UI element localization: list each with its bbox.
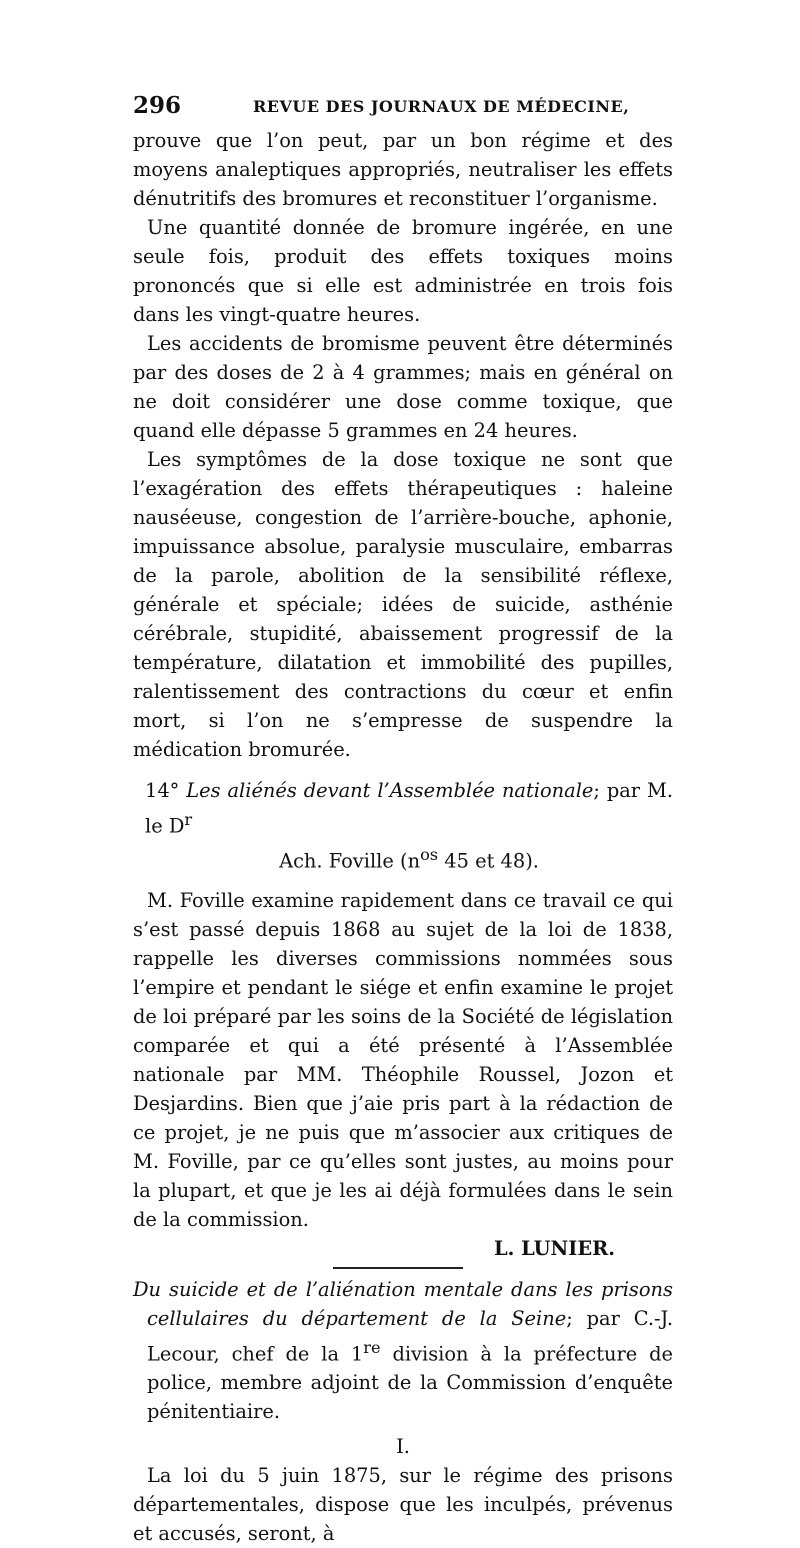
article-byline: ; par C.-J. Lecour, chef de la 1 [147,1306,673,1366]
running-header [133,92,673,122]
paragraph: Les symptômes de la dose toxique ne sont que l’exagération des effets thérapeutiques : haleine nauséeuse, congestion de l’arrière-bouche, aphonie, impuissance absolue, paralysie musculaire, embarras de la parole, abolition de la sensibilité réflexe, générale et spéciale; idées de suicide, asthénie cérébrale, stupidité, abaissement progressif de la température, dilatation et immobilité des pupilles, ralentissement des contractions du cœur et enfin mort, si l’on ne s’empresse de suspendre la médication bromurée. [133,448,673,761]
entry-title: Les aliénés devant l’Assemblée nationale [186,779,594,802]
signature: L. LUNIER. [493,1236,615,1260]
entry-author-line: Ach. Foville ($n^{os}$ 45 et 48). [279,845,539,873]
paragraph: Les accidents de bromisme peuvent être déterminés par des doses de 2 à 4 grammes; mais en général on ne doit considérer une dose comme toxique, que quand elle dépasse 5 grammes en 24 heures. [133,332,673,442]
article-byline-rest: division à la préfecture de police, membre adjoint de la Commission d’enquête pénitentiaire. [147,1342,674,1424]
separator-rule [333,1267,463,1269]
entry-sup: r [184,810,193,829]
article-sup: re [363,1337,381,1357]
paragraph: La loi du 5 juin 1875, sur le régime des prisons départementales, dispose que les inculpés, prévenus et accusés, seront, à [133,1464,673,1546]
entry-number: 14° [145,779,180,802]
paragraph: prouve que l’on peut, par un bon régime et des moyens analeptiques appropriés, neutraliser les effets dénutritifs des bromures et reconstituer l’organisme. [133,129,673,210]
section-numeral: I. [396,1435,410,1459]
running-title: REVUE DES JOURNAUX DE MÉDECINE, [253,97,630,116]
article-title: Du suicide et de l’aliénation mentale dans les prisons cellulaires du département de la Seine [133,1277,673,1330]
page-number: 296 [133,92,182,119]
entry-author-lead: ; par M. le D [145,779,673,838]
bibliographic-entry [133,776,673,876]
article-heading [133,1275,673,1426]
page-body [133,126,673,1548]
paragraph: Une quantité donnée de bromure ingérée, en une seule fois, produit des effets toxiques moins prononcés que si elle est administrée en trois fois dans les vingt-quatre heures. [133,216,673,326]
review-paragraph: M. Foville examine rapidement dans ce travail ce qui s’est passé depuis 1868 au sujet de la loi de 1838, rappelle les diverses commissions nommées sous l’empire et pendant le siége et enfin examine le projet de loi préparé par les soins de la Société de législation comparée et qui a été présenté à l’Assemblée nationale par MM. Théophile Roussel, Jozon et Desjardins. Bien que j’aie pris part à la rédaction de ce projet, je ne puis que m’associer aux critiques de M. Foville, par ce qu’elles sont justes, au moins pour la plupart, et que je les ai déjà formulées dans le sein de la commission. [133,888,673,1231]
